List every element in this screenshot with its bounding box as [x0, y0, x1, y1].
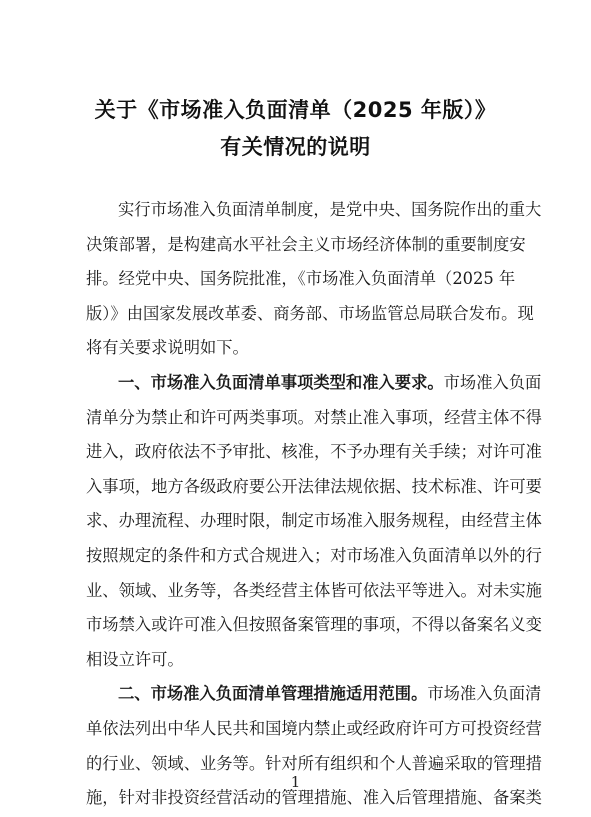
- page-number: 1: [290, 773, 301, 791]
- body-line: 的行业、领域、业务等。针对所有组织和个人普遍采取的管理措: [86, 753, 542, 773]
- body-line: 业、领域、业务等，各类经营主体皆可依法平等进入。对未实施: [86, 580, 542, 600]
- body-line: 排。经党中央、国务院批准，《市场准入负面清单（2025 年: [86, 269, 516, 289]
- body-line: 求、办理流程、办理时限，制定市场准入服务规程，由经营主体: [86, 511, 542, 531]
- body-line: 版）》由国家发展改革委、商务部、市场监管总局联合发布。现: [86, 303, 534, 323]
- body-line: 相设立许可。: [86, 649, 184, 669]
- body-text: 市场准入负面: [443, 372, 542, 392]
- body-line: 按照规定的条件和方式合规进入；对市场准入负面清单以外的行: [86, 545, 542, 565]
- section-2-first-line: [86, 677, 542, 712]
- body-line: 将有关要求说明如下。: [86, 338, 249, 358]
- body-line: 进入，政府依法不予审批、核准，不予办理有关手续；对许可准: [86, 442, 542, 462]
- body-line: 清单分为禁止和许可两类事项。对禁止准入事项，经营主体不得: [86, 407, 542, 427]
- body-line: 市场禁入或许可准入但按照备案管理的事项，不得以备案名义变: [86, 615, 542, 635]
- section-1-first-line: [86, 366, 542, 401]
- body-line: 入事项，地方各级政府要公开法律法规依据、技术标准、许可要: [86, 476, 542, 496]
- section-heading-2: 二、市场准入负面清单管理措施适用范围。: [118, 684, 428, 704]
- document-title-line-2: 有关情况的说明: [220, 135, 371, 159]
- body-line: 单依法列出中华人民共和国境内禁止或经政府许可方可投资经营: [86, 718, 542, 738]
- document-title-line-1: 关于《市场准入负面清单（2025 年版）》: [94, 98, 497, 122]
- body-text: 市场准入负面清: [427, 684, 542, 704]
- body-line: 施，针对非投资经营活动的管理措施、准入后管理措施、备案类: [86, 788, 542, 808]
- document-body: [86, 193, 542, 816]
- body-line: 实行市场准入负面清单制度，是党中央、国务院作出的重大: [118, 200, 542, 219]
- section-heading-1: 一、市场准入负面清单事项类型和准入要求。: [118, 372, 444, 392]
- body-line: 决策部署，是构建高水平社会主义市场经济体制的重要制度安: [86, 234, 526, 254]
